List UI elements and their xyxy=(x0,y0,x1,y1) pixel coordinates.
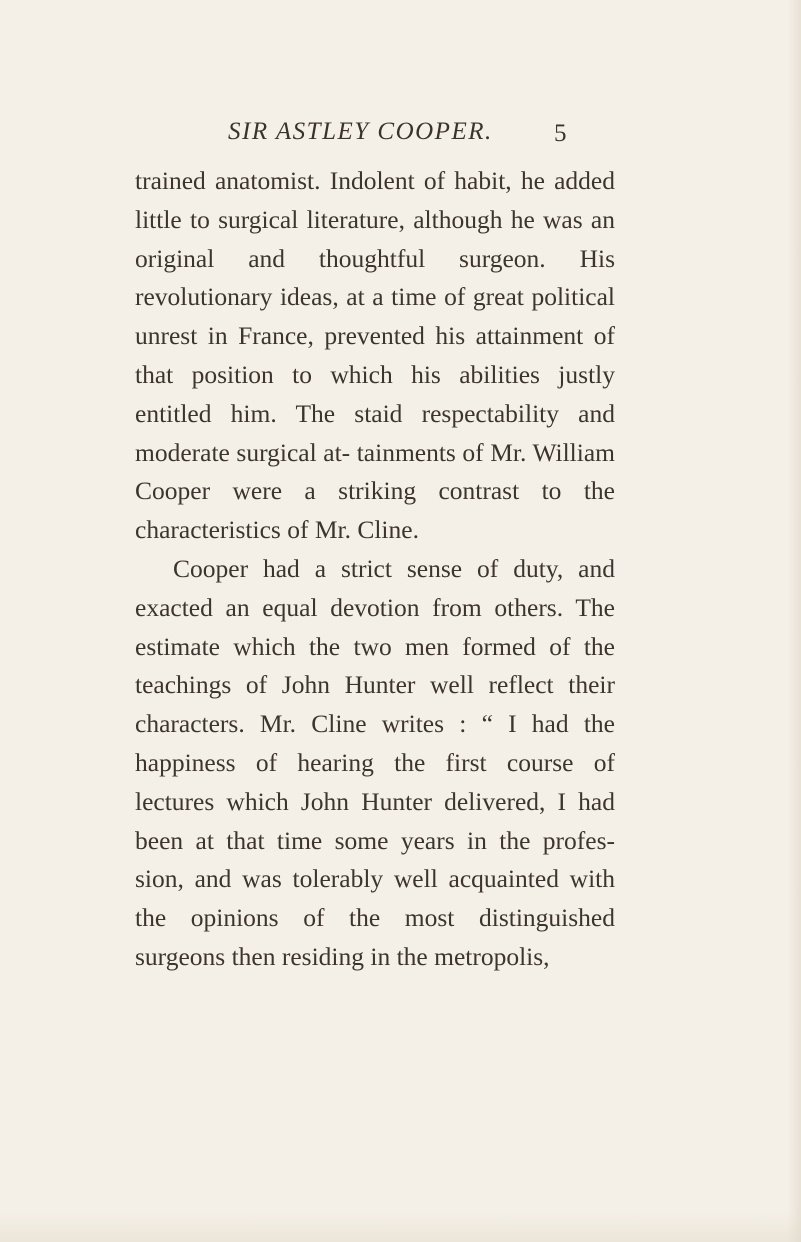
body-text xyxy=(135,162,615,977)
page-edge-shadow xyxy=(787,0,801,1242)
running-head: SIR ASTLEY COOPER. xyxy=(228,118,493,145)
paragraph: trained anatomist. Indolent of habit, he added little to surgical literature, although he was an original and thoughtful surgeon. His revolutionary ideas, at a time of great political unrest in France, prevented his attainment of that position to which his abilities justly entitled him. The staid respectability and moderate surgical at- tainments of Mr. William Cooper were a striking contrast to the characteristics of Mr. Cline. xyxy=(135,166,615,545)
page-bottom-shadow xyxy=(0,1212,801,1242)
paragraph: Cooper had a strict sense of duty, and exacted an equal devotion from others. The estimate which the two men formed of the teachings of John Hunter well reflect their characters. Mr. Cline writes : “ I had the happiness of hearing the first course of lectures which John Hunter delivered, I had been at that time some years in the profes- sion, and was tolerably well acquainted with the opinions of the most distinguished surgeons then residing in the metropolis, xyxy=(135,553,615,971)
page-number: 5 xyxy=(554,120,567,147)
